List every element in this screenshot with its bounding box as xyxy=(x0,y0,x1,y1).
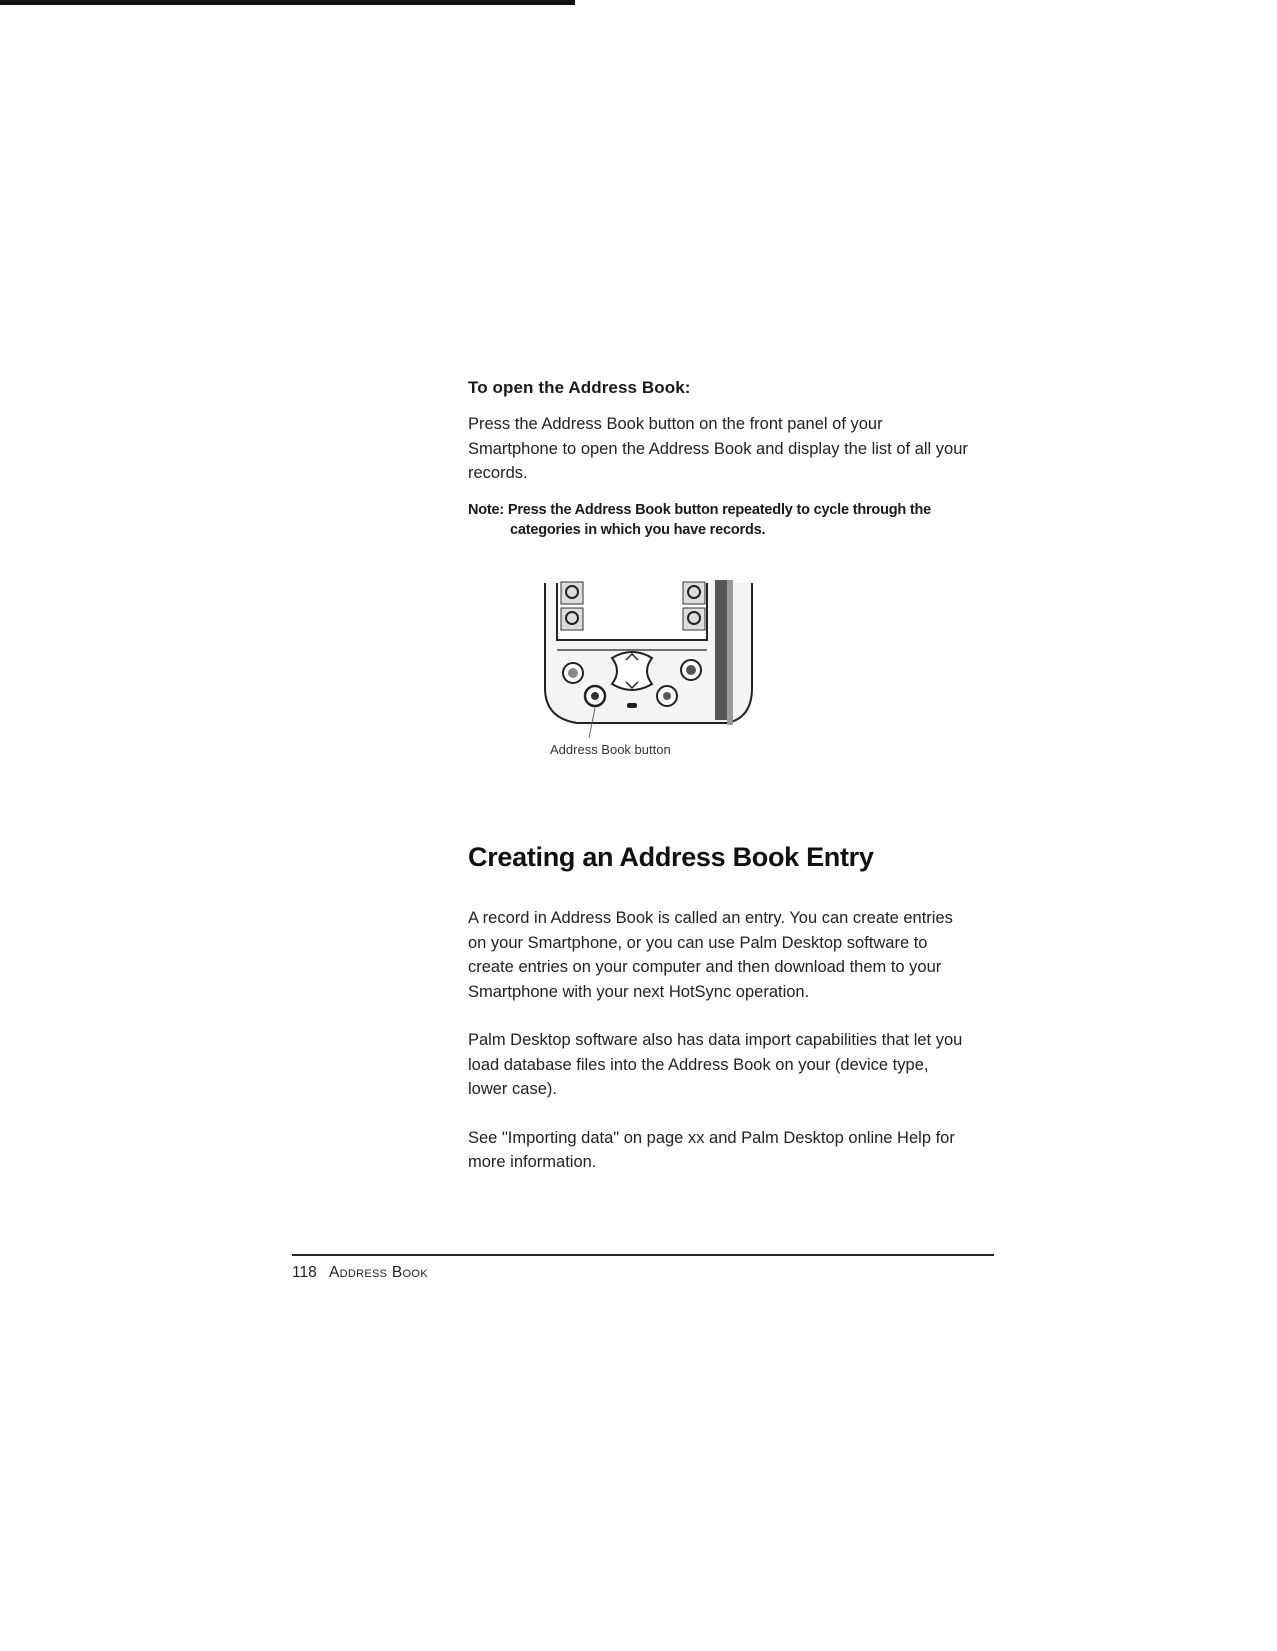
procedure-step: Press the Address Book button on the front panel of your Smartphone to open the Address Book and display the list of all your records. xyxy=(468,415,968,482)
note-text: Note: Press the Address Book button repeatedly to cycle through the categories in which you have records. xyxy=(468,501,932,538)
top-border-rule xyxy=(0,0,575,5)
page-number: 118 xyxy=(292,1264,317,1281)
page-footer xyxy=(292,1264,428,1282)
figure-callout: Address Book button xyxy=(550,742,671,757)
body-paragraph: A record in Address Book is called an entry. You can create entries on your Smartphone, or you can use Palm Desktop software to create entries on your computer and then download them to your Smartphone with your next HotSync operation. xyxy=(468,909,953,1001)
body-paragraph: See "Importing data" on page xx and Palm Desktop online Help for more information. xyxy=(468,1128,955,1171)
body-paragraph: Palm Desktop software also has data import capabilities that let you load database files into the Address Book on your (device type, lower case). xyxy=(468,1031,963,1098)
section-body xyxy=(468,906,968,1199)
procedure-heading: To open the Address Book: xyxy=(468,378,691,397)
procedure-block xyxy=(468,378,968,540)
chapter-name: Address Book xyxy=(329,1264,428,1281)
section-title: Creating an Address Book Entry xyxy=(468,842,874,872)
footer-rule xyxy=(292,1254,994,1256)
